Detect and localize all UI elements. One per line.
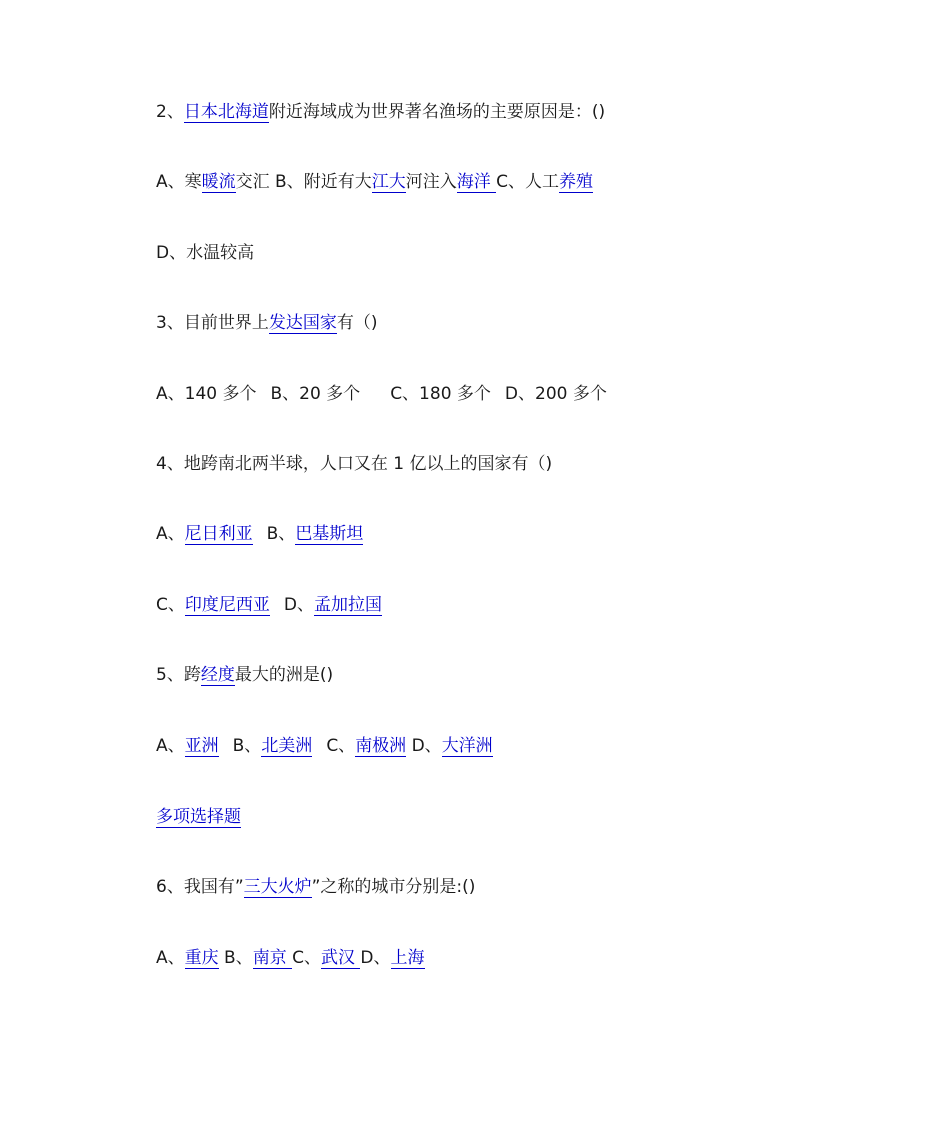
keyword-link[interactable]: 江大 (371, 172, 406, 192)
text-run: 有（) (336, 313, 378, 333)
text-run: 6、我国有” (156, 877, 244, 897)
keyword-link[interactable]: 日本北海道 (183, 102, 269, 122)
text-run: A、140 多个 (156, 384, 257, 404)
keyword-link[interactable]: 亚洲 (184, 736, 219, 756)
text-run: 最大的洲是() (234, 665, 334, 685)
text-run: A、 (156, 736, 185, 756)
text-run: B、 (218, 948, 253, 968)
text-line-q3-opts (156, 382, 607, 406)
text-run: 附近海域成为世界著名渔场的主要原因是：() (268, 102, 606, 122)
keyword-link[interactable]: 上海 (390, 948, 425, 968)
text-run: B、 (266, 524, 296, 544)
text-run: C、 (326, 736, 356, 756)
text-line-q4-opts-1 (156, 522, 363, 546)
keyword-link[interactable]: 大洋洲 (441, 736, 493, 756)
keyword-link[interactable]: 印度尼西亚 (184, 595, 270, 615)
text-line-q6 (156, 875, 475, 899)
text-run: D、 (406, 736, 442, 756)
text-run: 河注入 (405, 172, 457, 192)
keyword-link[interactable]: 三大火炉 (243, 877, 312, 897)
text-run: D、 (283, 595, 314, 615)
keyword-link[interactable]: 南极洲 (355, 736, 407, 756)
keyword-link[interactable]: 养殖 (559, 172, 593, 192)
text-run: D、水温较高 (156, 243, 255, 263)
text-line-q2-opts-1 (156, 170, 593, 194)
text-line-q6-opts (156, 946, 425, 970)
text-run: 5、跨 (156, 665, 201, 685)
text-run: C、 (156, 595, 185, 615)
keyword-link[interactable]: 海洋 (456, 172, 497, 192)
text-line-q4 (156, 452, 552, 476)
text-run: D、200 多个 (504, 384, 607, 404)
text-line-q4-opts-2 (156, 593, 382, 617)
text-run: A、 (156, 524, 185, 544)
keyword-link[interactable]: 巴基斯坦 (295, 524, 364, 544)
text-line-section-multi (156, 805, 241, 829)
text-run: C、人工 (496, 172, 559, 192)
text-run: C、 (292, 948, 321, 968)
text-run: D、 (360, 948, 391, 968)
text-line-q5 (156, 663, 333, 687)
text-line-q5-opts (156, 734, 493, 758)
keyword-link[interactable]: 孟加拉国 (313, 595, 382, 615)
text-run: 交汇 B、附近有大 (235, 172, 372, 192)
text-run: 2、 (156, 102, 184, 122)
keyword-link[interactable]: 发达国家 (268, 313, 337, 333)
keyword-link[interactable]: 多项选择题 (156, 807, 241, 827)
text-line-q3 (156, 311, 377, 335)
text-run: A、 (156, 948, 185, 968)
text-run: ”之称的城市分别是:() (311, 877, 476, 897)
keyword-link[interactable]: 南京 (252, 948, 293, 968)
text-run: 3、目前世界上 (156, 313, 269, 333)
keyword-link[interactable]: 北美洲 (261, 736, 313, 756)
text-run: 4、地跨南北两半球，人口又在 1 亿以上的国家有（) (156, 454, 553, 474)
text-line-q2-opts-2 (156, 241, 254, 265)
text-run: C、180 多个 (390, 384, 491, 404)
keyword-link[interactable]: 经度 (200, 665, 235, 685)
keyword-link[interactable]: 暖流 (201, 172, 236, 192)
text-run: B、 (232, 736, 262, 756)
keyword-link[interactable]: 重庆 (184, 948, 219, 968)
text-line-q2 (156, 100, 605, 124)
text-run: B、20 多个 (270, 384, 361, 404)
text-run: A、寒 (156, 172, 202, 192)
keyword-link[interactable]: 尼日利亚 (184, 524, 253, 544)
keyword-link[interactable]: 武汉 (321, 948, 361, 968)
